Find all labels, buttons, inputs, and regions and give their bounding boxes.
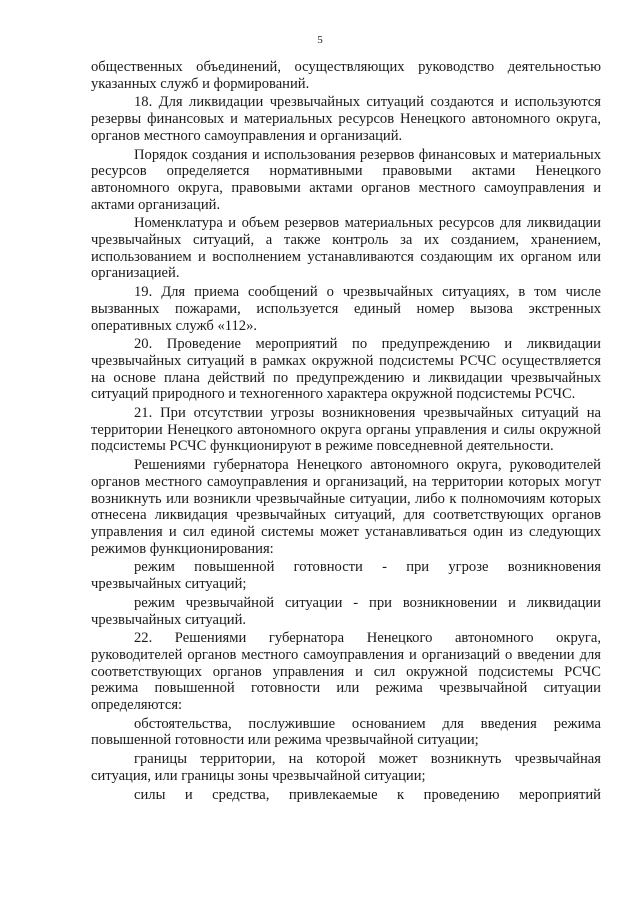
paragraph-reserves-order: Порядок создания и использования резервов финансовых и материальных ресурсов определяется нормативными правовыми актами Ненецкого автономного округа, правовыми актами органов местного самоуправления и актами организаций.: [91, 146, 601, 213]
paragraph-reserves-nomenclature: Номенклатура и объем резервов материальных ресурсов для ликвидации чрезвычайных ситуаций, а также контроль за их созданием, хранением, использованием и восполнением устанавливаются создающим их органом или организацией.: [91, 215, 601, 282]
paragraph-forces-means: силы и средства, привлекаемые к проведению мероприятий: [134, 786, 601, 803]
paragraph-circumstances: обстоятельства, послужившие основанием для введения режима повышенной готовности или режима чрезвычайной ситуации;: [91, 715, 601, 749]
paragraph-item-18: 18. Для ликвидации чрезвычайных ситуаций создаются и используются резервы финансовых и материальных ресурсов Ненецкого автономного округа, органов местного самоуправления и организаций.: [91, 94, 601, 144]
paragraph-territory-bounds: границы территории, на которой может возникнуть чрезвычайная ситуация, или границы зоны чрезвычайной ситуации;: [91, 751, 601, 784]
paragraph-emergency-mode: режим чрезвычайной ситуации - при возникновении и ликвидации чрезвычайных ситуаций.: [91, 594, 601, 628]
page-number: 5: [317, 34, 323, 46]
paragraph-item-21: 21. При отсутствии угрозы возникновения чрезвычайных ситуаций на территории Ненецкого автономного округа органы управления и силы окружной подсистемы РСЧС функционируют в режиме повседневной деятельности.: [91, 405, 601, 455]
paragraph-continuation: общественных объединений, осуществляющих руководство деятельностью указанных служб и формирований.: [91, 59, 601, 92]
paragraph-high-alert-mode: режим повышенной готовности - при угрозе возникновения чрезвычайных ситуаций;: [91, 559, 601, 593]
document-body: [91, 59, 601, 803]
paragraph-item-22: 22. Решениями губернатора Ненецкого автономного округа, руководителей органов местного самоуправления и организаций о введении для соответствующих органов управления и сил окружной подсистемы РСЧС режима повышенной готовности или режима чрезвычайной ситуации определяются:: [91, 630, 601, 714]
paragraph-item-20: 20. Проведение мероприятий по предупреждению и ликвидации чрезвычайных ситуаций в рамках окружной подсистемы РСЧС осуществляется на основе плана действий по предупреждению и ликвидации чрезвычайных ситуаций природного и техногенного характера окружной подсистемы РСЧС.: [91, 336, 601, 403]
paragraph-item-19: 19. Для приема сообщений о чрезвычайных ситуациях, в том числе вызванных пожарами, используется единый номер вызова экстренных оперативных служб «112».: [91, 284, 601, 334]
paragraph-decisions: Решениями губернатора Ненецкого автономного округа, руководителей органов местного самоуправления и организаций, на территории которых могут возникнуть или возникли чрезвычайные ситуации, либо к полномочиям которых отнесена ликвидация чрезвычайных ситуаций, для соответствующих органов управления и сил единой системы может устанавливаться один из следующих режимов функционирования:: [91, 457, 601, 557]
